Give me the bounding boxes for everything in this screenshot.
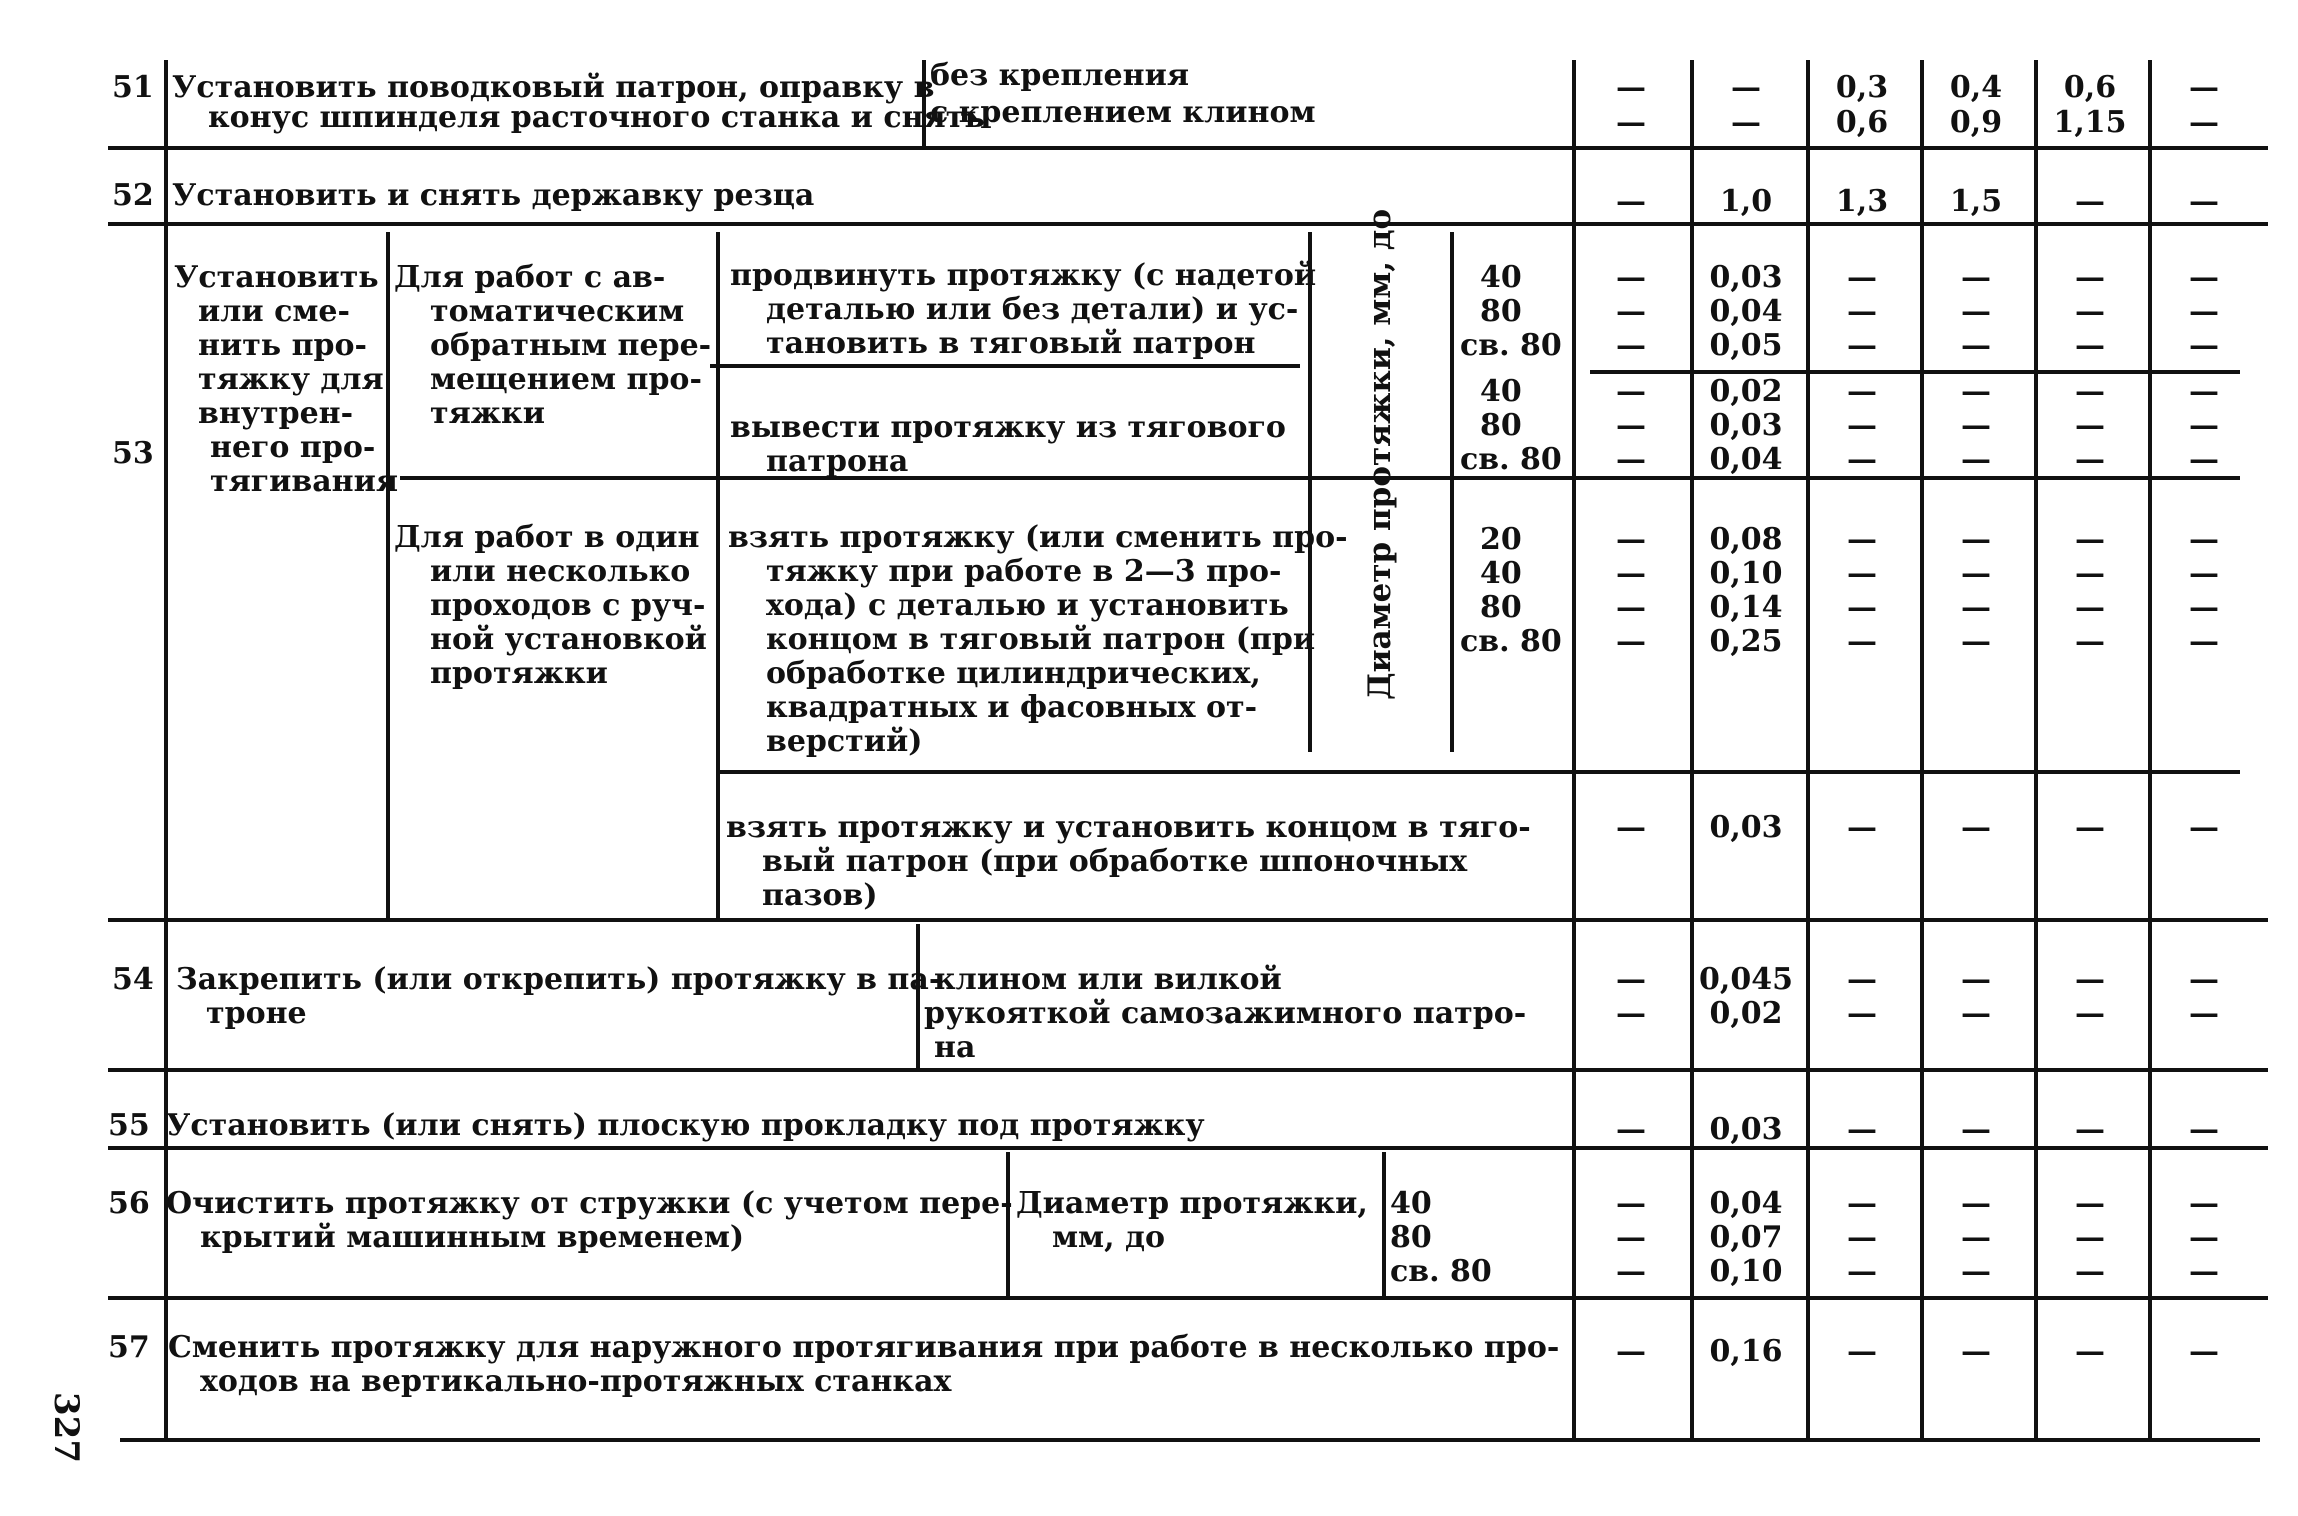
row-57-v1-dash: — [1616,1334,1646,1369]
row-53-v4-dash: — [1961,408,1991,443]
row-53-group-b-4: ной установкой [430,622,707,657]
rule-col-1 [1572,60,1576,1440]
row-56-v6-dash: — [2189,1186,2219,1221]
row-52-v4: 1,5 [1949,184,2003,219]
row-53-v5-dash: — [2075,374,2105,409]
row-53-v1-dash: — [1616,294,1646,329]
row-53-v6-dash: — [2189,556,2219,591]
row-53-v1-dash: — [1616,522,1646,557]
row-51-v3-a: 0,3 [1835,70,1889,105]
row-53-v3-dash: — [1847,624,1877,659]
row-53-d2-1: 40 [1480,374,1522,409]
row-53-op4-1: взять протяжку и установить концом в тяго- [726,810,1531,845]
row-53-v4-dash: — [1961,624,1991,659]
row-51-action-2: конус шпинделя расточного станка и снять [208,100,985,135]
row-54-v1-dash: — [1616,996,1646,1031]
row-54-v5-dash: — [2075,962,2105,997]
row-51-v1-a: — [1616,70,1646,105]
row-56-d-1: 40 [1390,1186,1432,1221]
row-53-v2-op1-1: 0,03 [1709,260,1783,295]
row-54-v6-dash: — [2189,996,2219,1031]
row-51-v1-b: — [1616,105,1646,140]
row-53-v6-dash: — [2189,590,2219,625]
row-53-v6-dash: — [2189,408,2219,443]
row-53-v4-dash: — [1961,374,1991,409]
row-54-num: 54 [112,962,154,997]
row-57-action-2: ходов на вертикально-протяжных станках [200,1364,952,1399]
row-53-d1-3: св. 80 [1460,328,1562,363]
row-53-v6-dash: — [2189,294,2219,329]
row-53-v4-dash: — [1961,556,1991,591]
row-53-op2-2: патрона [766,444,909,479]
row-53-d1-2: 80 [1480,294,1522,329]
row-54-cond-2: рукояткой самозажимного патро- [924,996,1527,1031]
row-53-v3-dash: — [1847,522,1877,557]
row-53-op3-7: верстий) [766,724,923,759]
row-53-action-2: или сме- [198,294,350,329]
row-53-group-a-5: тяжки [430,396,545,431]
row-53-v1-dash: — [1616,374,1646,409]
row-53-op3-1: взять протяжку (или сменить про- [728,520,1348,555]
row-54-cond-1: клином или вилкой [934,962,1282,997]
row-54-cond-3: на [934,1030,976,1065]
row-56-v3-dash: — [1847,1254,1877,1289]
row-51-cond-1: без крепления [930,58,1189,93]
row-53-d3-1: 20 [1480,522,1522,557]
row-53-v2-op1-3: 0,05 [1709,328,1783,363]
rule-col-2 [1690,60,1694,1440]
rule-56-d [1382,1152,1386,1296]
row-53-v4-dash: — [1961,294,1991,329]
row-53-v2-op4: 0,03 [1709,810,1783,845]
row-53-d1-1: 40 [1480,260,1522,295]
row-56-d-3: св. 80 [1390,1254,1492,1289]
row-53-action-5: внутрен- [198,396,354,431]
row-53-op4-2: вый патрон (при обработке шпоночных [762,844,1468,879]
row-54-v6-dash: — [2189,962,2219,997]
row-53-v2-op2-2: 0,03 [1709,408,1783,443]
row-53-op4-v3-dash: — [1847,810,1877,845]
row-53-action-7: тягивания [210,464,399,499]
row-53-v4-dash: — [1961,260,1991,295]
row-53-op1-3: тановить в тяговый патрон [766,326,1256,361]
row-56-v1-dash: — [1616,1254,1646,1289]
row-56-cond-2: мм, до [1052,1220,1166,1255]
row-57-v6-dash: — [2189,1334,2219,1369]
row-53-v2-op3-3: 0,14 [1709,590,1783,625]
row-53-group-b-5: протяжки [430,656,608,691]
row-53-d3-3: 80 [1480,590,1522,625]
row-54-v4-dash: — [1961,962,1991,997]
row-53-d2-3: св. 80 [1460,442,1562,477]
row-56-v5-dash: — [2075,1220,2105,1255]
row-51-v3-b: 0,6 [1835,105,1889,140]
row-56-v1-dash: — [1616,1186,1646,1221]
row-54-action-1: Закрепить (или открепить) протяжку в па- [176,962,942,997]
row-51-v4-a: 0,4 [1949,70,2003,105]
row-55-v1-dash: — [1616,1112,1646,1147]
row-53-op4-v4-dash: — [1961,810,1991,845]
rule-53-d [1450,232,1454,752]
rule-57-bottom [120,1438,2260,1442]
rule-53-b [716,232,720,918]
row-57-action-1: Сменить протяжку для наружного протягивания при работе в несколько про- [168,1330,1560,1365]
row-53-group-b-2: или несколько [430,554,691,589]
rule-53-a [386,232,390,918]
row-53-op3-3: хода) с деталью и установить [766,588,1289,623]
row-55-v6-dash: — [2189,1112,2219,1147]
row-52-action: Установить и снять державку резца [172,178,815,213]
rule-col-4 [1920,60,1924,1440]
row-53-diameter-header: Диаметр протяжки, мм, до [1362,208,1398,700]
row-53-group-a-4: мещением про- [430,362,702,397]
row-53-v6-dash: — [2189,260,2219,295]
row-53-v2-op3-4: 0,25 [1709,624,1783,659]
row-55-v4-dash: — [1961,1112,1991,1147]
row-53-v5-dash: — [2075,294,2105,329]
row-56-action-1: Очистить протяжку от стружки (с учетом пере- [166,1186,1013,1221]
rule-53-c [1308,232,1312,752]
row-53-v5-dash: — [2075,260,2105,295]
row-55-num: 55 [108,1108,150,1143]
row-56-v6-dash: — [2189,1220,2219,1255]
row-53-v1-dash: — [1616,556,1646,591]
row-52-v5: — [2075,184,2105,219]
row-57-v3-dash: — [1847,1334,1877,1369]
row-53-op3-5: обработке цилиндрических, [766,656,1261,691]
row-53-action-1: Установить [174,260,379,295]
row-57-v4-dash: — [1961,1334,1991,1369]
row-55-v2: 0,03 [1709,1112,1783,1147]
page-number: 327 [46,1392,86,1463]
row-53-group-b-3: проходов с руч- [430,588,706,623]
row-53-op2-1: вывести протяжку из тягового [730,410,1286,445]
rule-56-cond [1006,1152,1010,1296]
row-53-op4-3: пазов) [762,878,878,913]
row-54-v1-dash: — [1616,962,1646,997]
row-54-v2-1: 0,045 [1699,962,1793,997]
row-53-op4-v1-dash: — [1616,810,1646,845]
row-56-v4-dash: — [1961,1220,1991,1255]
row-56-v5-dash: — [2075,1254,2105,1289]
row-53-op1-1: продвинуть протяжку (с надетой [730,258,1317,293]
rule-col-6 [2148,60,2152,1440]
rule-56-bottom [108,1296,2268,1300]
row-53-v3-dash: — [1847,408,1877,443]
row-57-num: 57 [108,1330,150,1365]
row-53-v2-op1-2: 0,04 [1709,294,1783,329]
row-51-cond-2: с креплением клином [930,95,1316,130]
row-54-v3-dash: — [1847,996,1877,1031]
row-53-v5-dash: — [2075,442,2105,477]
row-56-d-2: 80 [1390,1220,1432,1255]
row-54-v4-dash: — [1961,996,1991,1031]
row-55-v3-dash: — [1847,1112,1877,1147]
row-53-v1-dash: — [1616,442,1646,477]
row-53-v3-dash: — [1847,328,1877,363]
row-53-action-3: нить про- [198,328,367,363]
row-53-v1-dash: — [1616,328,1646,363]
row-54-v5-dash: — [2075,996,2105,1031]
row-56-num: 56 [108,1186,150,1221]
row-52-v6: — [2189,184,2219,219]
row-53-action-6: него про- [210,430,376,465]
row-51-v2-b: — [1731,105,1761,140]
row-53-group-a-1: Для работ с ав- [394,260,666,295]
row-56-v4-dash: — [1961,1186,1991,1221]
row-51-v6-a: — [2189,70,2219,105]
row-52-v2: 1,0 [1719,184,1773,219]
row-55-v5-dash: — [2075,1112,2105,1147]
rule-53-bottom [108,918,2268,922]
row-53-op1-2: деталью или без детали) и ус- [766,292,1299,327]
row-53-v1-dash: — [1616,624,1646,659]
row-53-d3-2: 40 [1480,556,1522,591]
row-53-v1-dash: — [1616,408,1646,443]
row-53-v2-op2-1: 0,02 [1709,374,1783,409]
row-57-v5-dash: — [2075,1334,2105,1369]
row-56-v1-dash: — [1616,1220,1646,1255]
row-53-v6-dash: — [2189,328,2219,363]
row-53-v2-op3-1: 0,08 [1709,522,1783,557]
rule-53-op4 [720,770,2240,774]
row-56-cond-1: Диаметр протяжки, [1016,1186,1368,1221]
row-53-v5-dash: — [2075,328,2105,363]
row-53-v6-dash: — [2189,442,2219,477]
row-54-v2-2: 0,02 [1709,996,1783,1031]
row-53-v4-dash: — [1961,328,1991,363]
row-53-op4-v5-dash: — [2075,810,2105,845]
row-53-v5-dash: — [2075,624,2105,659]
row-53-op3-4: концом в тяговый патрон (при [766,622,1316,657]
row-53-v3-dash: — [1847,442,1877,477]
row-53-v3-dash: — [1847,556,1877,591]
row-53-group-a-2: томатическим [430,294,685,329]
row-53-num: 53 [112,436,154,471]
row-53-op3-6: квадратных и фасовных от- [766,690,1258,725]
row-52-num: 52 [112,178,154,213]
row-51-v4-b: 0,9 [1949,105,2003,140]
row-56-v5-dash: — [2075,1186,2105,1221]
rule-53-sub-b [1590,370,2240,374]
row-53-op4-v6-dash: — [2189,810,2219,845]
rule-54-bottom [108,1068,2268,1072]
row-56-v2-3: 0,10 [1709,1254,1783,1289]
row-53-v3-dash: — [1847,374,1877,409]
row-51-num: 51 [112,70,154,105]
row-53-v3-dash: — [1847,590,1877,625]
row-51-v5-b: 1,15 [2053,105,2127,140]
row-53-v2-op2-3: 0,04 [1709,442,1783,477]
row-55-action: Установить (или снять) плоскую прокладку под протяжку [166,1108,1205,1143]
row-56-v3-dash: — [1847,1220,1877,1255]
rule-53-sub-a [710,364,1300,368]
row-53-v6-dash: — [2189,522,2219,557]
row-56-v4-dash: — [1961,1254,1991,1289]
row-53-v4-dash: — [1961,522,1991,557]
row-56-v3-dash: — [1847,1186,1877,1221]
row-53-group-a-3: обратным пере- [430,328,712,363]
rule-col-5 [2034,60,2038,1440]
row-53-v2-op3-2: 0,10 [1709,556,1783,591]
row-52-v3: 1,3 [1835,184,1889,219]
row-57-v2: 0,16 [1709,1334,1783,1369]
row-53-v3-dash: — [1847,260,1877,295]
row-52-v1: — [1616,184,1646,219]
row-53-v4-dash: — [1961,442,1991,477]
row-53-d3-4: св. 80 [1460,624,1562,659]
row-54-v3-dash: — [1847,962,1877,997]
row-56-v2-1: 0,04 [1709,1186,1783,1221]
row-56-v2-2: 0,07 [1709,1220,1783,1255]
row-53-d2-2: 80 [1480,408,1522,443]
row-51-v6-b: — [2189,105,2219,140]
row-54-action-2: троне [206,996,307,1031]
row-53-v1-dash: — [1616,260,1646,295]
row-53-v5-dash: — [2075,590,2105,625]
row-53-v6-dash: — [2189,624,2219,659]
row-53-v5-dash: — [2075,556,2105,591]
row-51-action-1: Установить поводковый патрон, оправку в [172,70,935,105]
row-53-v4-dash: — [1961,590,1991,625]
rule-51-bottom [108,146,2268,150]
row-56-v6-dash: — [2189,1254,2219,1289]
row-53-v3-dash: — [1847,294,1877,329]
rule-col-3 [1806,60,1810,1440]
rule-52-bottom [108,222,2268,226]
row-51-v5-a: 0,6 [2063,70,2117,105]
row-53-v1-dash: — [1616,590,1646,625]
row-51-v2-a: — [1731,70,1761,105]
row-53-group-b-1: Для работ в один [394,520,700,555]
row-53-v6-dash: — [2189,374,2219,409]
row-53-action-4: тяжку для [198,362,384,397]
row-56-action-2: крытий машинным временем) [200,1220,745,1255]
row-53-op3-2: тяжку при работе в 2—3 про- [766,554,1282,589]
row-53-v5-dash: — [2075,522,2105,557]
row-53-v5-dash: — [2075,408,2105,443]
rule-left [164,60,168,1440]
